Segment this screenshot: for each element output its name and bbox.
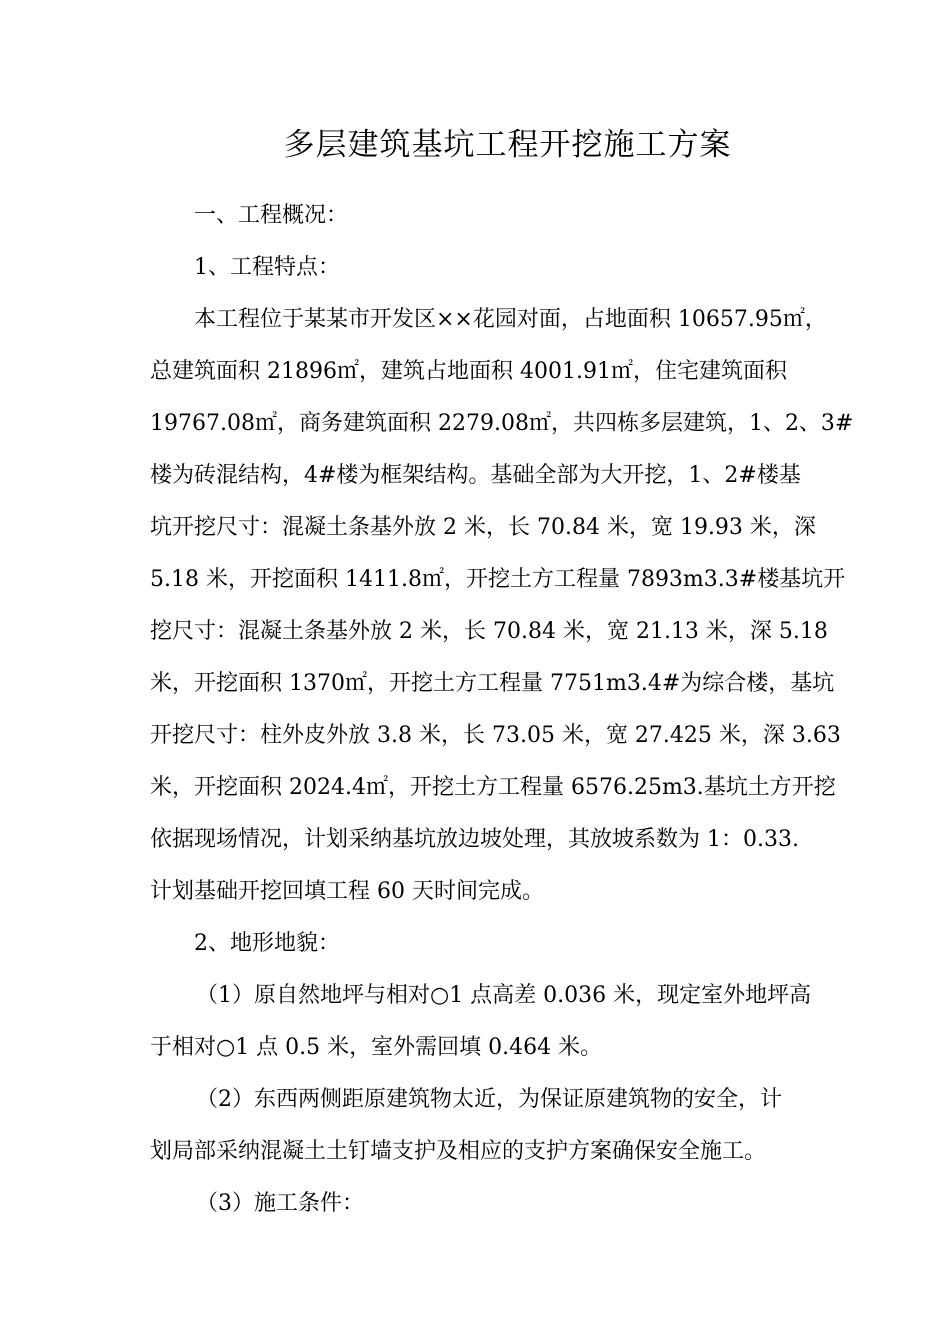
subheading-project-features: 1、工程特点：: [194, 255, 340, 280]
subheading-terrain: 2、地形地貌：: [194, 931, 340, 956]
document-title: 多层建筑基坑工程开挖施工方案: [283, 127, 732, 163]
paragraph-line: 5.18 米，开挖面积 1411.8㎡，开挖土方工程量 7893m3.3#楼基坑开: [150, 567, 846, 592]
paragraph-line: 米，开挖面积 2024.4㎡，开挖土方工程量 6576.25m3.基坑土方开挖: [150, 775, 836, 800]
paragraph-line: 依据现场情况，计划采纳基坑放边坡处理，其放坡系数为 1：0.33.: [150, 827, 799, 852]
paragraph-line: 挖尺寸：混凝土条基外放 2 米，长 70.84 米，宽 21.13 米，深 5.18: [150, 619, 828, 644]
section-heading-overview: 一、工程概况：: [194, 203, 349, 228]
paragraph-line: 于相对○1 点 0.5 米，室外需回填 0.464 米。: [150, 1035, 603, 1060]
paragraph-line: （1）原自然地坪与相对○1 点高差 0.036 米，现定室外地坪高: [196, 983, 812, 1008]
paragraph-line: 米，开挖面积 1370㎡，开挖土方工程量 7751m3.4#为综合楼，基坑: [150, 671, 835, 696]
paragraph-line: （2）东西两侧距原建筑物太近，为保证原建筑物的安全，计: [196, 1087, 782, 1112]
paragraph-line: 坑开挖尺寸：混凝土条基外放 2 米，长 70.84 米，宽 19.93 米，深: [150, 515, 816, 540]
paragraph-line: 本工程位于某某市开发区××花园对面，占地面积 10657.95㎡，: [194, 307, 827, 332]
paragraph-line: 划局部采纳混凝土土钉墙支护及相应的支护方案确保安全施工。: [150, 1139, 767, 1164]
paragraph-line: 总建筑面积 21896㎡，建筑占地面积 4001.91㎡，住宅建筑面积: [150, 359, 787, 384]
list-item-construction-conditions: （3）施工条件：: [196, 1191, 364, 1216]
paragraph-line: 开挖尺寸：柱外皮外放 3.8 米，长 73.05 米，宽 27.425 米，深 3.63: [150, 723, 841, 748]
paragraph-line: 19767.08㎡，商务建筑面积 2279.08㎡，共四栋多层建筑，1、2、3#: [150, 411, 854, 436]
paragraph-line: 楼为砖混结构，4#楼为框架结构。基础全部为大开挖，1、2#楼基: [150, 463, 801, 488]
paragraph-line: 计划基础开挖回填工程 60 天时间完成。: [150, 879, 544, 904]
